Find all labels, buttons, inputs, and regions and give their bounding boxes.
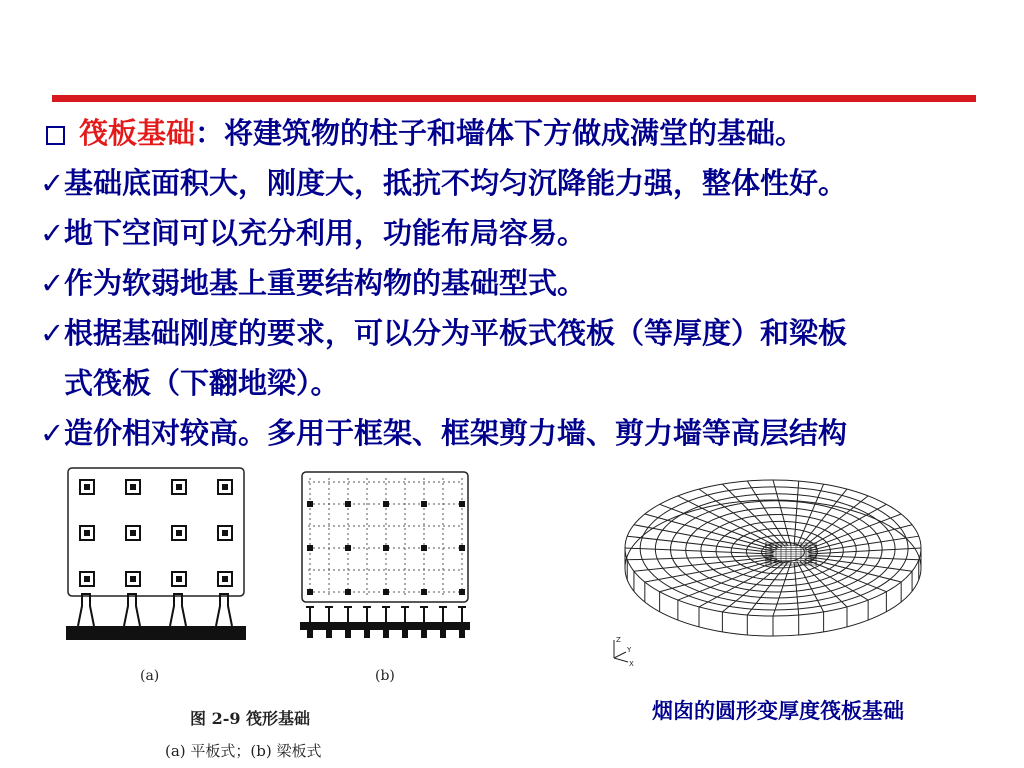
axis-y-label: Y: [627, 646, 632, 654]
flat-slab-raft-diagram: [66, 466, 246, 646]
bullet-list: [40, 108, 1000, 458]
bullet-text: 式筏板（下翻地梁）。: [64, 366, 340, 400]
title-rule: [52, 95, 976, 102]
bullet-text: 作为软弱地基上重要结构物的基础型式。: [64, 266, 587, 300]
beam-slab-section: [300, 622, 470, 630]
check-icon: ✓: [40, 416, 65, 450]
chimney-raft-caption: 烟囱的圆形变厚度筏板基础: [652, 699, 904, 723]
check-icon: ✓: [40, 266, 65, 300]
bullet-text: 造价相对较高。多用于框架、框架剪力墙、剪力墙等高层结构: [64, 416, 848, 450]
bullet-item: [40, 208, 1000, 258]
bullet-item: [40, 308, 1000, 358]
bullet-text: 地下空间可以充分利用，功能布局容易。: [64, 216, 587, 250]
bullet-item: [40, 408, 1000, 458]
heading-term: 筏板基础: [79, 116, 196, 150]
check-icon: ✓: [40, 316, 65, 350]
axis-z-label: Z: [616, 636, 621, 644]
column-grid: [80, 480, 232, 586]
raft-slab-section: [66, 626, 246, 640]
figure-caption-title: 图 2-9 筏形基础: [190, 709, 311, 728]
bullet-item: [40, 258, 1000, 308]
beam-grid: [307, 478, 465, 596]
check-icon: ✓: [40, 166, 65, 200]
figure-label-a: (a): [140, 668, 160, 684]
bullet-text: 根据基础刚度的要求，可以分为平板式筏板（等厚度）和梁板: [64, 316, 848, 350]
bullet-item: [40, 158, 1000, 208]
axis-x-label: X: [629, 660, 634, 668]
beam-slab-raft-diagram: [300, 470, 470, 650]
square-bullet-icon: [46, 126, 65, 145]
circular-raft-mesh-diagram: [608, 470, 928, 670]
beam-elevation: [306, 606, 466, 638]
column-elevation: [78, 594, 232, 626]
heading-definition: ：将建筑物的柱子和墙体下方做成满堂的基础。: [195, 116, 805, 150]
figure-caption-subtitle: (a) 平板式；(b) 梁板式: [165, 742, 322, 760]
check-icon: ✓: [40, 216, 65, 250]
bullet-item-continuation: [40, 358, 1000, 408]
heading-line: [40, 108, 1000, 158]
bullet-text: 基础底面积大，刚度大，抵抗不均匀沉降能力强，整体性好。: [64, 166, 848, 200]
figure-label-b: (b): [375, 668, 395, 684]
